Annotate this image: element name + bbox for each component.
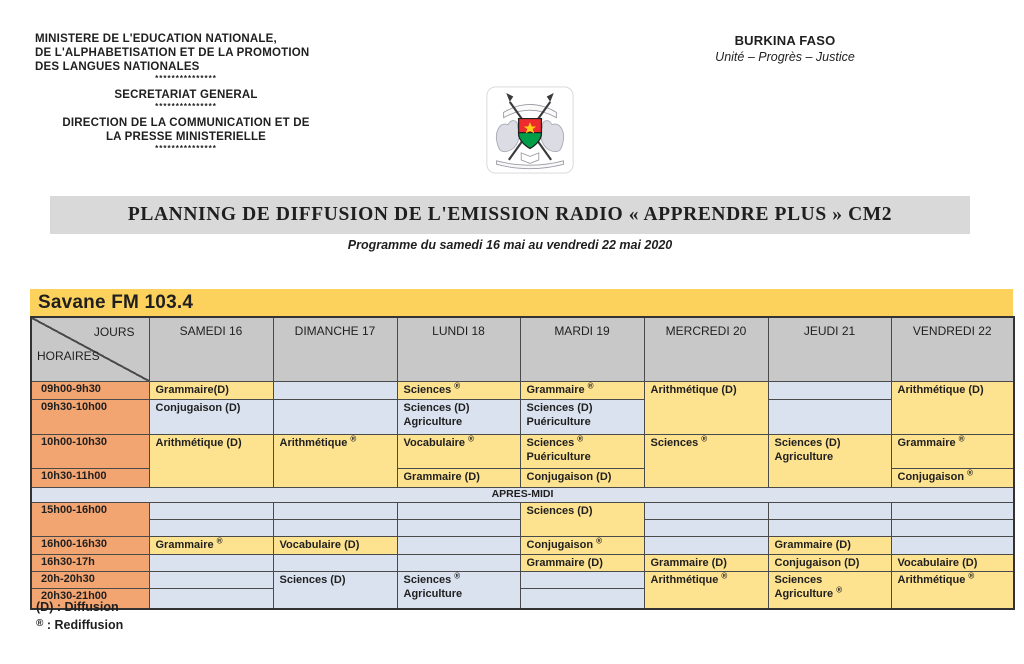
station-name: Savane FM 103.4 bbox=[38, 291, 194, 313]
schedule-cell: Conjugaison (D) bbox=[520, 469, 644, 488]
schedule-cell: Arithmétique (D) bbox=[891, 382, 1014, 435]
burkina-faso-coat-of-arms-icon bbox=[486, 84, 574, 176]
schedule-cell bbox=[273, 555, 397, 572]
day-header: MERCREDI 20 bbox=[644, 317, 768, 382]
time-slot: 20h30-21h00 bbox=[31, 589, 149, 609]
time-slot: 20h-20h30 bbox=[31, 572, 149, 589]
schedule-cell bbox=[397, 503, 520, 520]
schedule-table bbox=[30, 316, 1013, 610]
schedule-cell: Sciences (D) Agriculture bbox=[768, 435, 891, 488]
schedule-cell: Arithmétique ® bbox=[644, 572, 768, 609]
schedule-cell bbox=[397, 520, 520, 537]
day-header: SAMEDI 16 bbox=[149, 317, 273, 382]
schedule-cell bbox=[149, 520, 273, 537]
time-slot: 16h00-16h30 bbox=[31, 537, 149, 555]
ministry-block bbox=[35, 32, 337, 153]
schedule-cell bbox=[644, 503, 768, 520]
time-slot: 09h30-10h00 bbox=[31, 400, 149, 435]
time-slot: 09h00-9h30 bbox=[31, 382, 149, 400]
schedule-cell: Conjugaison (D) bbox=[768, 555, 891, 572]
day-header: VENDREDI 22 bbox=[891, 317, 1014, 382]
schedule-cell bbox=[397, 555, 520, 572]
corner-header bbox=[31, 317, 149, 382]
schedule-cell bbox=[520, 589, 644, 609]
direction-line: LA PRESSE MINISTERIELLE bbox=[105, 131, 267, 143]
day-header: LUNDI 18 bbox=[397, 317, 520, 382]
day-header: JEUDI 21 bbox=[768, 317, 891, 382]
schedule-cell: Sciences ® bbox=[644, 435, 768, 488]
schedule-cell: Sciences (D) Puériculture bbox=[520, 400, 644, 435]
schedule-cell: Grammaire(D) bbox=[149, 382, 273, 400]
schedule-cell: Vocabulaire ® bbox=[397, 435, 520, 469]
page-title: PLANNING DE DIFFUSION DE L'EMISSION RADIO « APPRENDRE PLUS » CM2 bbox=[127, 204, 893, 225]
schedule-cell: Sciences Agriculture ® bbox=[768, 572, 891, 609]
schedule-cell bbox=[644, 537, 768, 555]
schedule-cell: Sciences (D) bbox=[520, 503, 644, 537]
ministry-line: MINISTERE DE L'EDUCATION NATIONALE, bbox=[35, 33, 277, 45]
schedule-cell bbox=[644, 520, 768, 537]
country-block bbox=[640, 33, 930, 64]
schedule-cell bbox=[520, 572, 644, 589]
schedule-cell: Conjugaison (D) bbox=[149, 400, 273, 435]
schedule-cell: Grammaire (D) bbox=[644, 555, 768, 572]
schedule-cell bbox=[768, 382, 891, 400]
schedule-cell bbox=[273, 382, 397, 400]
schedule-cell: Sciences ® Agriculture bbox=[397, 572, 520, 609]
schedule-cell: Sciences (D) bbox=[273, 572, 397, 609]
station-banner bbox=[30, 289, 1013, 316]
day-header: DIMANCHE 17 bbox=[273, 317, 397, 382]
schedule-cell: Sciences (D) Agriculture bbox=[397, 400, 520, 435]
legend-rediffusion: ® : Rediffusion bbox=[36, 618, 124, 632]
schedule-cell: Grammaire (D) bbox=[520, 555, 644, 572]
day-header: MARDI 19 bbox=[520, 317, 644, 382]
schedule-cell: Arithmétique (D) bbox=[644, 382, 768, 435]
schedule-cell: Arithmétique ® bbox=[891, 572, 1014, 609]
direction-line: DIRECTION DE LA COMMUNICATION ET DE bbox=[62, 117, 310, 129]
schedule-cell bbox=[149, 503, 273, 520]
title-banner bbox=[50, 196, 970, 234]
schedule-cell: Grammaire ® bbox=[891, 435, 1014, 469]
time-slot: 10h30-11h00 bbox=[31, 469, 149, 488]
schedule-cell bbox=[891, 520, 1014, 537]
separator-stars: *************** bbox=[155, 144, 217, 153]
schedule-cell: Sciences ® bbox=[397, 382, 520, 400]
separator-stars: *************** bbox=[155, 102, 217, 111]
schedule-cell bbox=[891, 537, 1014, 555]
separator-stars: *************** bbox=[155, 74, 217, 83]
secretariat-general: SECRETARIAT GENERAL bbox=[114, 89, 258, 101]
schedule-cell: Sciences ® Puériculture bbox=[520, 435, 644, 469]
schedule-cell bbox=[891, 503, 1014, 520]
ministry-line: DE L'ALPHABETISATION ET DE LA PROMOTION bbox=[35, 47, 310, 59]
legend-diffusion: (D) : Diffusion bbox=[36, 600, 119, 614]
schedule-cell bbox=[768, 503, 891, 520]
time-slot: 15h00-16h00 bbox=[31, 503, 149, 537]
schedule-cell: Conjugaison ® bbox=[891, 469, 1014, 488]
schedule-cell bbox=[273, 400, 397, 435]
schedule-cell: Grammaire (D) bbox=[397, 469, 520, 488]
time-slot: 10h00-10h30 bbox=[31, 435, 149, 469]
country-name: BURKINA FASO bbox=[734, 33, 836, 48]
schedule-cell bbox=[768, 400, 891, 435]
page-subtitle: Programme du samedi 16 mai au vendredi 22 mai 2020 bbox=[347, 238, 673, 252]
schedule-cell: Vocabulaire (D) bbox=[891, 555, 1014, 572]
country-motto: Unité – Progrès – Justice bbox=[715, 50, 855, 64]
schedule-cell: Grammaire ® bbox=[149, 537, 273, 555]
schedule-cell bbox=[397, 537, 520, 555]
schedule-cell bbox=[273, 503, 397, 520]
ministry-line: DES LANGUES NATIONALES bbox=[35, 61, 200, 73]
schedule-cell: Vocabulaire (D) bbox=[273, 537, 397, 555]
schedule-cell bbox=[768, 520, 891, 537]
schedule-cell: Grammaire (D) bbox=[768, 537, 891, 555]
schedule-cell bbox=[273, 520, 397, 537]
legend bbox=[36, 600, 123, 636]
time-slot: 16h30-17h bbox=[31, 555, 149, 572]
schedule-cell bbox=[149, 589, 273, 609]
schedule-cell bbox=[149, 555, 273, 572]
schedule-cell: Arithmétique (D) bbox=[149, 435, 273, 488]
schedule-cell bbox=[149, 572, 273, 589]
corner-label-hours: HORAIRES bbox=[37, 349, 100, 363]
schedule-cell: Arithmétique ® bbox=[273, 435, 397, 488]
corner-label-days: JOURS bbox=[93, 325, 135, 339]
afternoon-divider: APRES-MIDI bbox=[31, 488, 1014, 503]
schedule-cell: Conjugaison ® bbox=[520, 537, 644, 555]
schedule-cell: Grammaire ® bbox=[520, 382, 644, 400]
